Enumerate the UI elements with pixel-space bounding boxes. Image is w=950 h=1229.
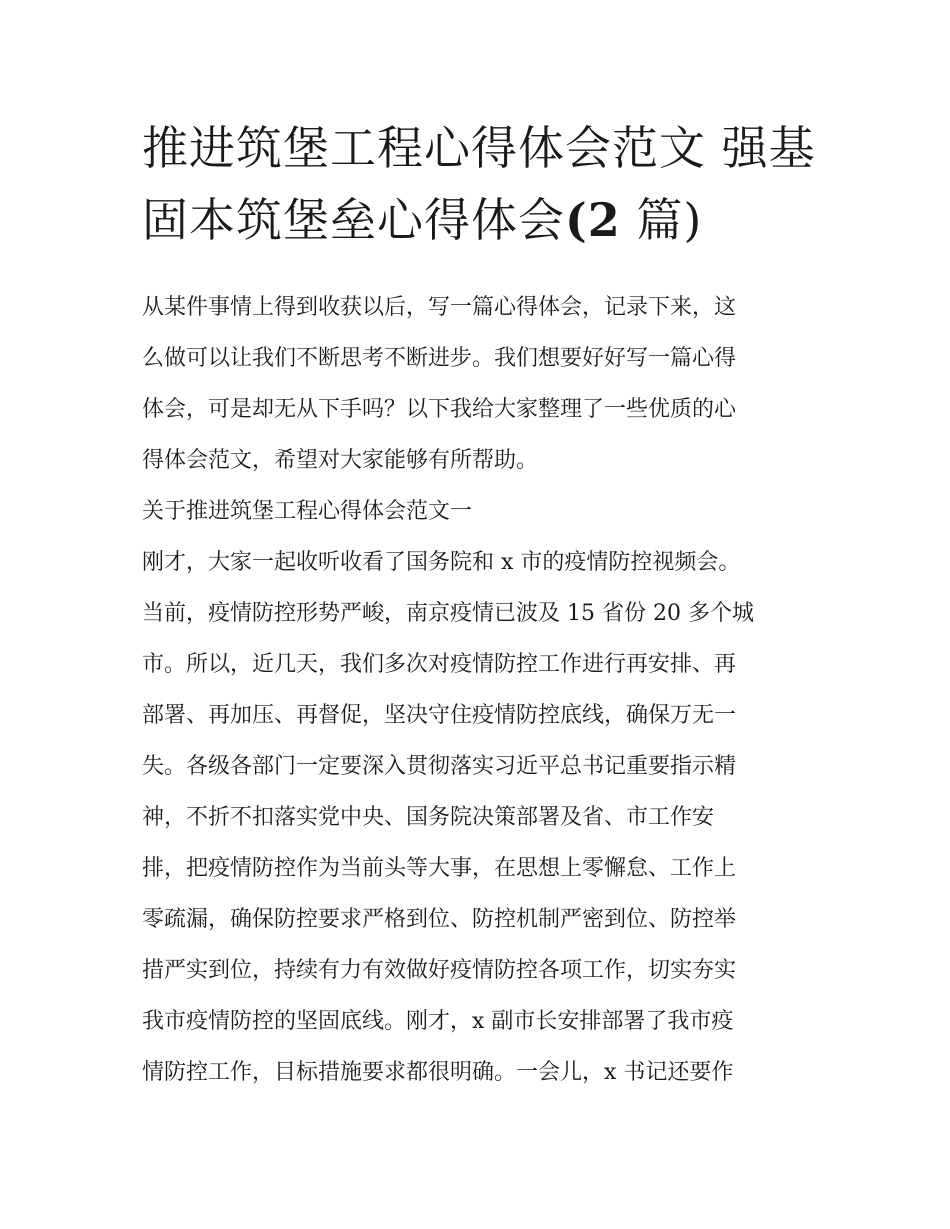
body-line: 我市疫情防控的坚固底线。刚才，x 副市长安排部署了我市疫 [142,1009,734,1034]
body-line: 当前，疫情防控形势严峻，南京疫情已波及 15 省份 20 多个城 [142,601,754,626]
body-line: 神，不折不扣落实党中央、国务院决策部署及省、市工作安 [142,805,715,830]
body-line: 市。所以，近几天，我们多次对疫情防控工作进行再安排、再 [142,652,737,677]
body-line: 零疏漏，确保防控要求严格到位、防控机制严密到位、防控举 [142,907,737,932]
title-suffix: 篇) [620,193,703,247]
document-body [142,282,817,1098]
document-title [142,112,822,256]
title-count: (2 [565,193,621,247]
section-heading [142,486,817,537]
intro-paragraph [142,282,817,486]
section-heading-text: 关于推进筑堡工程心得体会范文一 [142,499,473,524]
intro-line: 体会，可是却无从下手吗？以下我给大家整理了一些优质的心 [142,397,737,422]
body-line: 刚才，大家一起收听收看了国务院和 x 市的疫情防控视频会。 [142,550,741,575]
body-line: 情防控工作，目标措施要求都很明确。一会儿，x 书记还要作 [142,1060,734,1085]
body-paragraph [142,537,817,1098]
body-line: 排，把疫情防控作为当前头等大事，在思想上零懈怠、工作上 [142,856,737,881]
intro-line: 从某件事情上得到收获以后，写一篇心得体会，记录下来，这 [142,295,737,320]
body-line: 措严实到位，持续有力有效做好疫情防控各项工作，切实夯实 [142,958,737,983]
intro-line: 得体会范文，希望对大家能够有所帮助。 [142,448,539,473]
body-line: 失。各级各部门一定要深入贯彻落实习近平总书记重要指示精 [142,754,737,779]
title-text: 推进筑堡工程心得体会范文 强基固本筑堡垒心得体会 [142,121,816,247]
body-line: 部署、再加压、再督促，坚决守住疫情防控底线，确保万无一 [142,703,737,728]
intro-line: 么做可以让我们不断思考不断进步。我们想要好好写一篇心得 [142,346,737,371]
